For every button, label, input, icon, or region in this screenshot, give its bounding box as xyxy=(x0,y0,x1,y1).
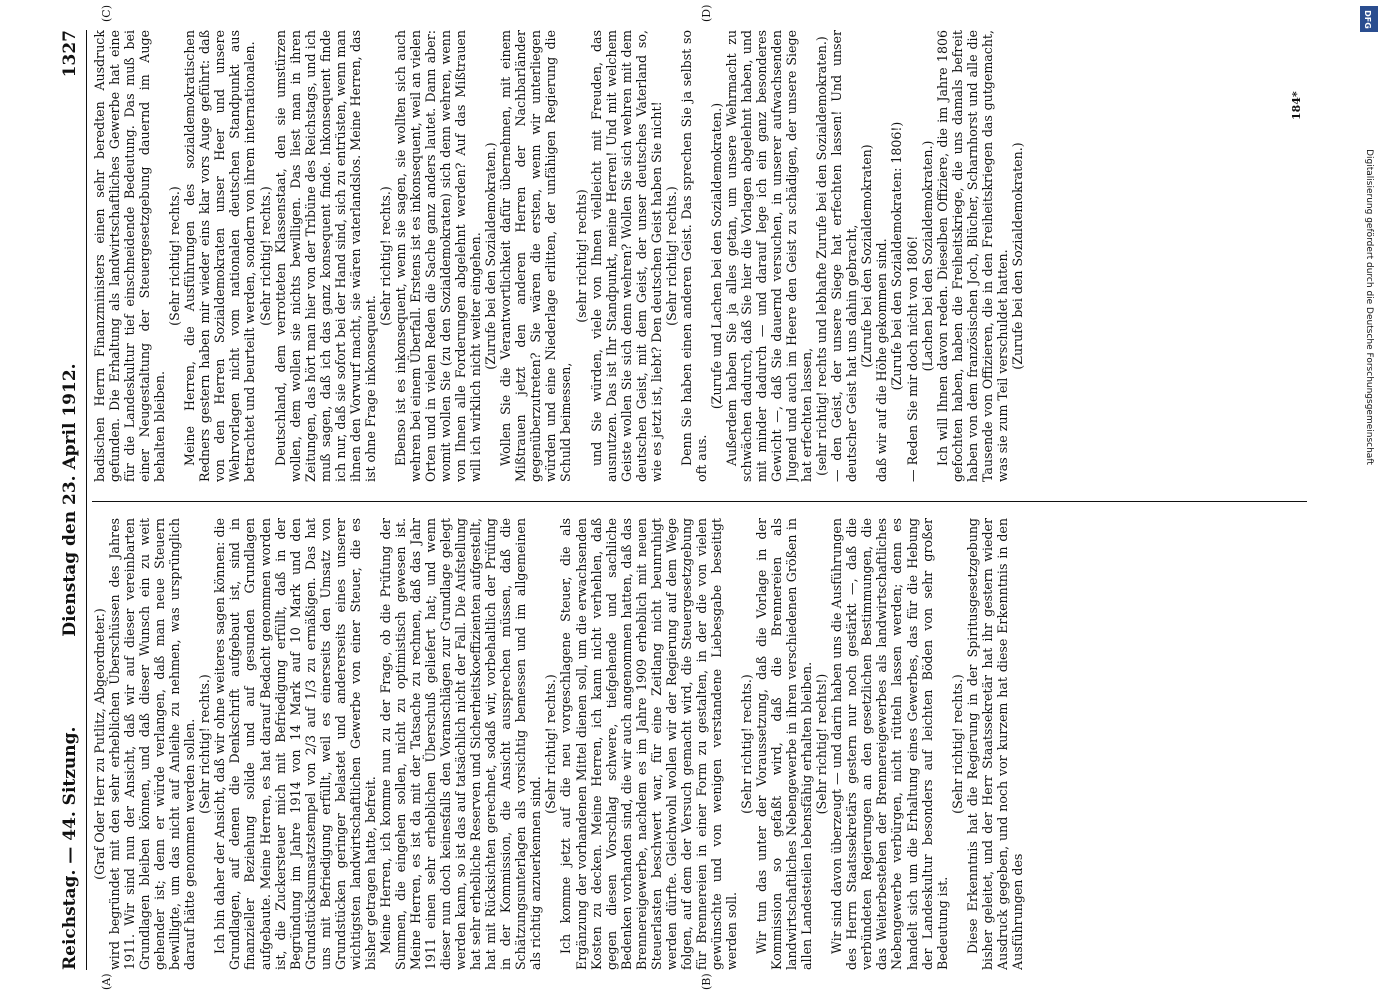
interjection: (Lachen bei den Sozialdemokraten.) xyxy=(919,140,935,372)
right-column xyxy=(92,30,1307,482)
paragraph: Wir tun das unter der Voraussetzung, daß die Vorlage in der Kommission so gefaßt wird, daß die Brennereien als landwirtschaftliches Nebengewerbe in ihren verschiedenen Größen in allen Landesteilen lebensfähig erhalten bleiben. xyxy=(754,518,815,970)
paragraph: daß wir auf die Höhe gekommen sind. xyxy=(874,238,890,482)
interjection: (Zurufe bei den Sozialdemokraten.) xyxy=(483,142,499,370)
interjection: (Zurufe bei den Sozialdemokraten: 1806!) xyxy=(889,121,905,391)
interjection: (Sehr richtig! rechts.) xyxy=(257,186,273,326)
interjection: (sehr richtig! rechts und lebhafte Zurufe bei den Sozialdemokraten.) xyxy=(814,36,830,476)
dfg-logo-text: DFG xyxy=(1362,10,1372,29)
interjection: (sehr richtig! rechts) xyxy=(573,189,589,323)
paragraph: badischen Herrn Finanzministers einen sehr beredten Ausdruck gefunden. Die Erhaltung als landwirtschaftliches Gewerbe hat eine für die Landeskultur tief einschneidende Bedeutung. Das muß bei einer Neugestaltung der Steuergesetzgebung dauernd im Auge behalten bleiben. xyxy=(92,30,168,482)
paragraph: Wollen Sie die Verantwortlichkeit dafür übernehmen, mit einem Mißtrauen jetzt den anderen Herren der Nachbarländer gegenüberzutreten? Sie wären die ersten, wenn wir unterliegen würden und eine Niederlage erlitten, der unfähigen Regierung die Schuld beimessen, xyxy=(498,30,574,482)
interjection: (Sehr richtig! rechts.) xyxy=(663,186,679,326)
digitization-sidebar xyxy=(1357,0,1383,1000)
interjection: (Sehr richtig! rechts.) xyxy=(167,186,183,326)
margin-marker-a: (A) xyxy=(100,973,113,990)
paragraph: Ich komme jetzt auf die neu vorgeschlagene Steuer, die als Ergänzung der vorhandenen Mittel dienen soll, um die erwachsenden Kosten zu decken. Meine Herren, ich kann nicht verhehlen, daß gegen diesen Vorschlag schwere, tiefgehende und sachliche Bedenken vorhanden sind, die wir auch angenommen hatten, daß das Brennereigewerbe, nachdem es im Jahre 1909 erheblich mit neuen Steuerlasten beschwert war, für eine Zeitlang nicht beunruhigt werden dürfte. Gleichwohl wollen wir der Regierung auf dem Wege folgen, auf dem der Versuch gemacht wird, die Steuergesetzgebung für Brennereien in einer Form zu gestalten, in der die von vielen gewünschte und von wenigen verstandene Liebesgabe beseitigt werden soll. xyxy=(558,518,739,970)
margin-marker-c: (C) xyxy=(100,5,113,22)
paragraph: Denn Sie haben einen anderen Geist. Das sprechen Sie ja selbst so oft aus. xyxy=(678,30,709,482)
page-number: 1327 xyxy=(60,30,80,78)
interjection: (Sehr richtig! rechts.) xyxy=(543,674,559,814)
interjection: (Zurufe bei den Sozialdemokraten.) xyxy=(1009,142,1025,370)
speaker-line: (Graf Oder Herr zu Putlitz, Abgeordneter.) xyxy=(92,608,107,880)
paragraph: Ich bin daher der Ansicht, daß wir ohne weiteres sagen können: die Grundlagen, auf denen die Denkschrift aufgebaut ist, sind in finanzieller Beziehung solide und auf gesunden Grundlagen aufgebaute. Meine Herren, es hat darauf Bedacht genommen worden ist, die Zuckersteuer mich mit Befriedigung erfüllt, daß in der Begründung im Jahre 1914 von 14 Mark auf 10 Mark und den Grundstücksumsatzstempel von 2/3 auf 1/3 zu ermäßigen. Das hat uns mit Befriedigung erfüllt, weil es einerseits den Umsatz von Grundstücken geringer belastet und andererseits eines unserer wichtigsten landwirtschaftlichen Gewerbe von einer Steuer, die es bisher getragen hatte, befreit. xyxy=(212,518,378,970)
left-column xyxy=(92,518,1307,970)
paragraph: Ebenso ist es inkonsequent, wenn sie sagen, sie wollten sich auch wehren bei einem Überfall. Erstens ist es inkonsequent, weil an vielen Orten und in vielen Reden die Sache ganz anders lautet. Dann aber: womit wollen Sie (zu den Sozialdemokraten) sich denn wehren, wenn von Ihnen alle Forderungen abgelehnt werden? Auf das Mißtrauen will ich wirklich nicht weiter eingehen. xyxy=(392,30,484,482)
funding-credit: Digitalisierung gefördert durch die Deutsche Forschungsgemeinschaft xyxy=(1364,149,1374,465)
paragraph: Deutschland, dem verrotteten Klassenstaat, den sie umstürzen wollen, dem wollen sie nichts bewilligen. Das liest man in ihren Zeitungen, das hört man hier von der Tribüne des Reichstags, und ich muß sagen, daß ich das ganz konsequent finde. Inkonsequent finde ich nur, daß sie sofort bei der Hand sind, sich zu entrüsten, wenn man ihnen den Vorwurf macht, sie wären vaterlandslos. Meine Herren, das ist ohne Frage inkonsequent. xyxy=(272,30,378,482)
paragraph: Meine Herren, die Ausführungen des sozialdemokratischen Redners gestern haben mir wieder eins klar vors Auge geführt: daß von den Herren Sozialdemokraten unser Heer und unsere Wehrvorlagen nicht vom nationalen deutschen Standpunkt aus betrachtet und beurteilt werden, sondern von ihrem internationalen. xyxy=(182,30,258,482)
page-header xyxy=(60,30,87,970)
paragraph: Außerdem haben Sie ja alles getan, um unsere Wehrmacht zu schwächen dadurch, daß Sie hier die Vorlagen abgelehnt haben, und mit minder dadurch — und darauf lege ich ein ganz besonderes Gewicht —, daß Sie dauernd versuchen, in unserer aufwachsenden Jugend und auch im Heere den Geist zu schädigen, der unsere Siege hat erfechten lassen, xyxy=(723,30,815,482)
interjection: (Sehr richtig! rechts.) xyxy=(197,674,213,814)
interjection: (Sehr richtig! rechts!) xyxy=(814,673,830,815)
interjection: (Sehr richtig! rechts.) xyxy=(949,674,965,814)
paragraph: wird begründet mit den sehr erheblichen Überschüssen des Jahres 1911. Wir sind nun der Ansicht, daß wir auf dieser vereinbarten Grundlagen bleiben können, und daß dieser Wunsch ein zu weit gehender ist; denn er würde verlangen, daß man neue Steuern bewilligte, um das nicht auf Anleihe zu nehmen, was ursprünglich darauf hätte genommen werden sollen. xyxy=(107,518,198,970)
column-divider xyxy=(92,501,1307,502)
interjection: (Sehr richtig! rechts.) xyxy=(377,186,393,326)
interjection: (Sehr richtig! rechts.) xyxy=(739,674,755,814)
paragraph: Meine Herren, ich komme nun zu der Frage, ob die Prüfung der Summen, die eingehen sollen, nicht zu optimistisch gewesen ist. Meine Herren, es ist da mit der Tatsache zu rechnen, daß das Jahr 1911 einen sehr erheblichen Überschuß geliefert hat; und wenn dieser nun doch keinesfalls den Voranschlägen zur Grundlage gelegt werden kann, so ist das auf tatsächlich nicht der Fall. Die Aufstellung hat sehr erhebliche Reserven und Sicherheitskoeffizienten aufgestellt, hat mit Rücksichten gerechnet, sodaß wir, vorbehaltlich der Prüfung in der Kommission, die Ansicht aussprechen müssen, daß die Schätzungsunterlagen als vorsichtig bemessen und im allgemeinen als richtig anzuerkennen sind. xyxy=(377,518,544,970)
paragraph: — den Geist, der unsere Siege hat erfechten lassen! Und unser deutscher Geist hat uns dahin gebracht, xyxy=(829,30,860,482)
paragraph: — Reden Sie mir doch nicht von 1806! xyxy=(904,235,920,482)
interjection: (Zurufe bei den Sozialdemokraten) xyxy=(859,144,875,368)
paragraph: Wir sind davon überzeugt — und darin haben uns die Ausführungen des Herrn Staatssekretärs gestern nur noch gestärkt —, daß die verbündeten Regierungen an den gesetzlichen Bestimmungen, die das Weiterbestehen der Brennereigewerbes als landwirtschaftliches Nebengewerbe verbürgen, nicht rütteln lassen werden; denn es handelt sich um die Erhaltung eines Gewerbes, das für die Hebung der Landeskultur besonders auf leichten Böden von sehr großer Bedeutung ist. xyxy=(829,518,950,970)
paragraph: Diese Erkenntnis hat die Regierung in der Spiritusgesetzgebung bisher geleitet, und der Herr Staatssekretär hat ihr gestern wieder Ausdruck gegeben, und noch vor kurzem hat diese Erkenntnis in den Ausführungen des xyxy=(964,518,1025,970)
paragraph: und Sie würden, viele von Ihnen vielleicht mit Freuden, das ausnutzen. Das ist Ihr Standpunkt, meine Herren! Und mit welchem Geiste wollen Sie sich denn wehren? Wollen Sie sich wehren mit dem deutschen Geist, mit dem Geist, der unser deutsches Vaterland so, wie es jetzt ist, liebt? Den deutschen Geist haben Sie nicht! xyxy=(588,30,664,482)
dfg-logo-icon xyxy=(1360,6,1378,32)
paragraph: Ich will Ihnen davon reden. Dieselben Offiziere, die im Jahre 1806 gefochten haben, haben die Freiheitskriege, die uns damals befreit haben von dem französischen Joch, Blücher, Scharnhorst und alle die Tausende von Offizieren, die in den Freiheitskriegen das gutgemacht, was sie zum Teil verschuldet hatten. xyxy=(934,30,1010,482)
sheet-signature: 184* xyxy=(1290,91,1303,120)
header-session: Reichstag. — 44. Sitzung. xyxy=(60,726,80,970)
margin-marker-d: (D) xyxy=(700,4,713,22)
header-date: Dienstag den 23. April 1912. xyxy=(60,363,80,637)
interjection: (Zurufe und Lachen bei den Sozialdemokraten.) xyxy=(708,102,724,410)
margin-marker-b: (B) xyxy=(700,973,713,990)
